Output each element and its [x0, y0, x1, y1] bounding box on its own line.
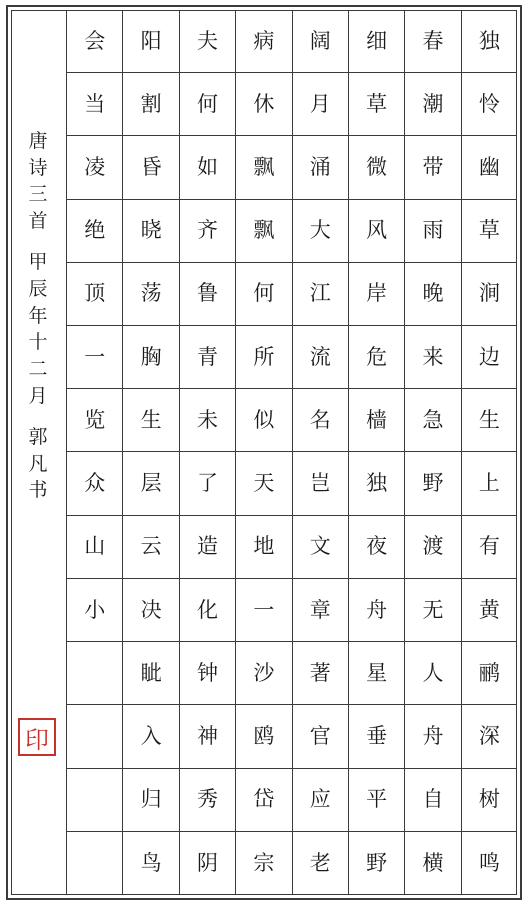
grid-cell: 山: [67, 516, 122, 579]
grid-cell: 秀: [180, 769, 235, 832]
grid-cell: 飘: [236, 136, 291, 199]
grid-cell: 星: [349, 642, 404, 705]
grid-cell: 钟: [180, 642, 235, 705]
grid-cell: 晚: [405, 263, 460, 326]
grid-cell: 阔: [293, 10, 348, 73]
grid-cell: 生: [462, 389, 517, 452]
grid-cell: 云: [123, 516, 178, 579]
grid-cell: 割: [123, 73, 178, 136]
grid-cell: 上: [462, 453, 517, 516]
inscription-char: 首: [28, 210, 48, 233]
grid-cell: 月: [293, 73, 348, 136]
grid-cell: 阴: [196, 850, 218, 875]
grid-cell: 鸥: [236, 705, 291, 768]
grid-cell: 凌: [67, 136, 122, 199]
inscription-char: 三: [28, 183, 48, 206]
inscription-char: 凡: [28, 452, 48, 475]
grid-cell: 似: [236, 389, 291, 452]
grid-cell: 入: [123, 705, 178, 768]
grid-cell: 老: [309, 850, 331, 875]
grid-cell: 会: [67, 10, 122, 73]
grid-cell: 归: [123, 769, 178, 832]
grid-cell: 造: [180, 516, 235, 579]
grid-cell: 当: [67, 73, 122, 136]
grid-cell: 何: [180, 73, 235, 136]
grid-cell: [67, 705, 122, 768]
grid-cell: 章: [293, 579, 348, 642]
inscription-char: 唐: [28, 129, 48, 152]
grid-cell: 一: [67, 326, 122, 389]
grid-cell: 胸: [123, 326, 178, 389]
grid-column: [66, 10, 122, 895]
grid-cell: 独: [349, 453, 404, 516]
grid-cell: 渡: [405, 516, 460, 579]
inscription-title: [28, 128, 47, 235]
grid-cell: 名: [293, 389, 348, 452]
grid-cell: 细: [349, 10, 404, 73]
seal-stamp-icon: [18, 718, 56, 756]
grid-cell: 一: [236, 579, 291, 642]
grid-cell: 江: [293, 263, 348, 326]
grid-cell: 天: [236, 453, 291, 516]
grid-cell: 夜: [349, 516, 404, 579]
grid-cell: 涧: [462, 263, 517, 326]
grid-cell: 顶: [67, 263, 122, 326]
grid-cell: 边: [462, 326, 517, 389]
grid-cell: 阳: [123, 10, 178, 73]
grid-cell: 危: [349, 326, 404, 389]
grid-cell: 独: [462, 10, 517, 73]
grid-cell: 飘: [236, 200, 291, 263]
grid-cell: 舟: [405, 705, 460, 768]
grid-cell: 层: [123, 453, 178, 516]
grid-column: [348, 10, 404, 895]
grid-cell: 平: [349, 769, 404, 832]
grid-cell: 览: [67, 389, 122, 452]
grid-cell: 鸣: [478, 850, 500, 875]
grid-cell: 有: [462, 516, 517, 579]
grid-cell: [67, 642, 122, 705]
inscription-signature: [28, 424, 47, 504]
grid-cell: 化: [180, 579, 235, 642]
inscription-char: 书: [28, 479, 48, 502]
grid-cell: 潮: [405, 73, 460, 136]
seal-glyph: 印: [25, 725, 49, 754]
grid-cell: 了: [180, 453, 235, 516]
grid-column: [179, 10, 235, 895]
inscription-char: 郭: [28, 425, 48, 448]
grid-cell: [67, 832, 122, 895]
grid-cell: 雨: [405, 200, 460, 263]
grid-cell: 小: [67, 579, 122, 642]
grid-cell: 风: [349, 200, 404, 263]
grid-cell: [67, 769, 122, 832]
grid-cell: 荡: [123, 263, 178, 326]
grid-cell: 自: [405, 769, 460, 832]
grid-cell: 横: [422, 850, 444, 875]
grid-cell: 夫: [180, 10, 235, 73]
grid-cell: 怜: [462, 73, 517, 136]
grid-cell: 野: [366, 850, 388, 875]
inscription-date: [28, 249, 47, 410]
grid-cell: 青: [180, 326, 235, 389]
grid-cell: 微: [349, 136, 404, 199]
inscription-char: 诗: [28, 156, 48, 179]
grid-cell: 樯: [349, 389, 404, 452]
inscription-char: 二: [28, 358, 48, 381]
grid-cell: 生: [123, 389, 178, 452]
grid-cell: 岱: [236, 769, 291, 832]
grid-cell: 岂: [293, 453, 348, 516]
grid-column: [461, 10, 517, 895]
grid-cell: 大: [293, 200, 348, 263]
grid-cell: 绝: [67, 200, 122, 263]
grid-cell: 沙: [236, 642, 291, 705]
grid-cell: 著: [293, 642, 348, 705]
inscription-char: 辰: [28, 277, 48, 300]
grid-column: [404, 10, 460, 895]
grid-cell: 黄: [462, 579, 517, 642]
grid-cell: 官: [293, 705, 348, 768]
grid-cell: 何: [236, 263, 291, 326]
inscription-char: 甲: [28, 251, 48, 274]
grid-cell: 深: [462, 705, 517, 768]
grid-cell: 鹂: [462, 642, 517, 705]
grid-cell: 垂: [349, 705, 404, 768]
grid-cell: 春: [405, 10, 460, 73]
grid-cell: 众: [67, 453, 122, 516]
grid-cell: 来: [405, 326, 460, 389]
grid-column: [235, 10, 291, 895]
inscription-char: 月: [28, 385, 48, 408]
grid-cell: 无: [405, 579, 460, 642]
poem-grid: [66, 10, 517, 895]
inscription: [14, 128, 62, 504]
grid-cell: 草: [349, 73, 404, 136]
grid-cell: 幽: [462, 136, 517, 199]
grid-cell: 鲁: [180, 263, 235, 326]
grid-cell: 草: [462, 200, 517, 263]
grid-cell: 决: [123, 579, 178, 642]
grid-cell: 树: [462, 769, 517, 832]
grid-cell: 所: [236, 326, 291, 389]
grid-cell: 眦: [123, 642, 178, 705]
grid-cell: 未: [180, 389, 235, 452]
grid-cell: 急: [405, 389, 460, 452]
grid-cell: 齐: [180, 200, 235, 263]
inscription-char: 年: [28, 304, 48, 327]
grid-cell: 应: [293, 769, 348, 832]
grid-cell: 舟: [349, 579, 404, 642]
grid-cell: 岸: [349, 263, 404, 326]
grid-column: [292, 10, 348, 895]
grid-cell: 人: [405, 642, 460, 705]
grid-cell: 流: [293, 326, 348, 389]
grid-cell: 昏: [123, 136, 178, 199]
inscription-char: 十: [28, 331, 48, 354]
grid-cell: 病: [236, 10, 291, 73]
grid-cell: 野: [405, 453, 460, 516]
grid-column: [122, 10, 178, 895]
grid-cell: 如: [180, 136, 235, 199]
grid-cell: 地: [236, 516, 291, 579]
grid-cell: 休: [236, 73, 291, 136]
grid-cell: 神: [180, 705, 235, 768]
grid-cell: 鸟: [140, 850, 162, 875]
grid-cell: 涌: [293, 136, 348, 199]
grid-cell: 文: [293, 516, 348, 579]
grid-cell: 带: [405, 136, 460, 199]
grid-cell: 宗: [253, 850, 275, 875]
grid-cell: 晓: [123, 200, 178, 263]
